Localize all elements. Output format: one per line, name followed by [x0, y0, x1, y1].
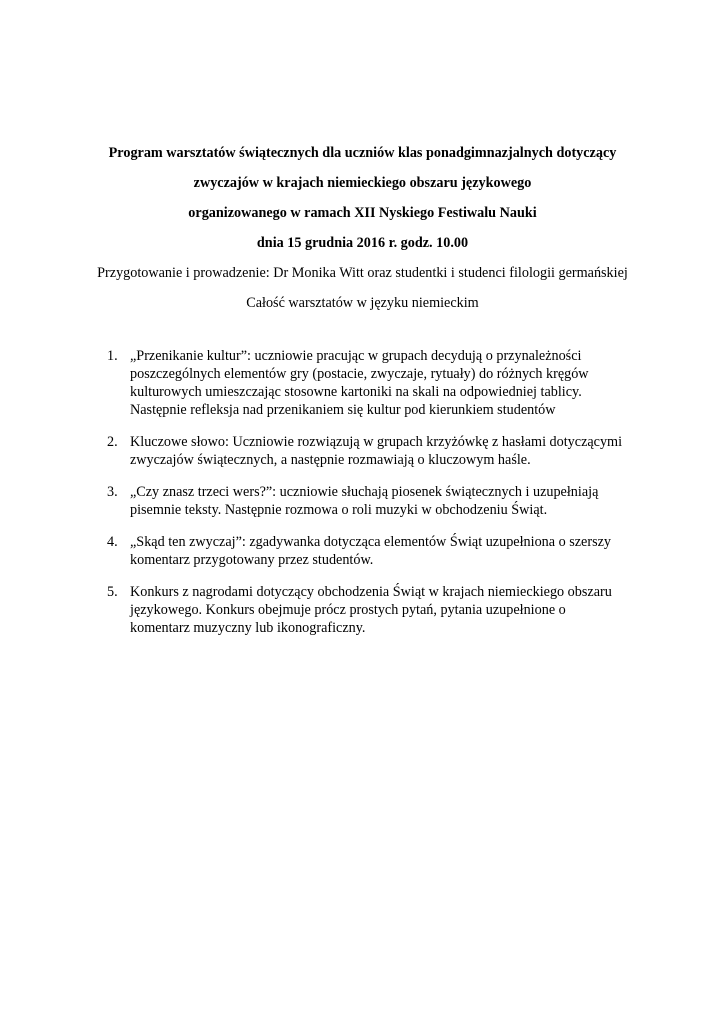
- language-note: Całość warsztatów w języku niemieckim: [246, 295, 479, 311]
- item-text-line: pisemnie teksty. Następnie rozmowa o roli muzyki w obchodzeniu Świąt.: [130, 502, 548, 518]
- item-text-line: „Czy znasz trzeci wers?”: uczniowie słuchają piosenek świątecznych i uzupełniają: [130, 484, 599, 500]
- list-item: [96, 347, 656, 419]
- organizers-line: Przygotowanie i prowadzenie: Dr Monika Witt oraz studentki i studenci filologii germańskiej: [97, 265, 628, 281]
- item-text-line: komentarz przygotowany przez studentów.: [130, 552, 374, 568]
- item-number: 2.: [107, 434, 118, 450]
- title-line-3: organizowanego w ramach XII Nyskiego Festiwalu Nauki: [188, 205, 537, 221]
- list-item: [96, 483, 656, 519]
- item-number: 4.: [107, 534, 118, 550]
- item-text-line: kulturowych umieszczając stosowne kartoniki na skali na odpowiedniej tablicy.: [130, 384, 582, 400]
- item-text-line: poszczególnych elementów gry (postacie, zwyczaje, rytuały) do różnych kręgów: [130, 366, 589, 382]
- item-text-line: Konkurs z nagrodami dotyczący obchodzenia Świąt w krajach niemieckiego obszaru: [130, 584, 612, 600]
- list-item: [96, 533, 656, 569]
- item-text-line: zwyczajów świątecznych, a następnie rozmawiają o kluczowym haśle.: [130, 452, 531, 468]
- item-text-line: Następnie refleksja nad przenikaniem się kultur pod kierunkiem studentów: [130, 402, 556, 418]
- item-text-line: komentarz muzyczny lub ikonograficzny.: [130, 620, 366, 636]
- item-number: 1.: [107, 348, 118, 364]
- document-header: [60, 143, 665, 313]
- item-number: 3.: [107, 484, 118, 500]
- item-text-line: „Przenikanie kultur”: uczniowie pracując w grupach decydują o przynależności: [130, 348, 582, 364]
- title-line-1: Program warsztatów świątecznych dla uczniów klas ponadgimnazjalnych dotyczący: [108, 145, 617, 161]
- title-line-4: dnia 15 grudnia 2016 r. godz. 10.00: [256, 235, 469, 251]
- item-text-line: „Skąd ten zwyczaj”: zgadywanka dotycząca elementów Świąt uzupełniona o szerszy: [130, 534, 611, 550]
- item-text-line: językowego. Konkurs obejmuje prócz prostych pytań, pytania uzupełnione o: [130, 602, 566, 618]
- item-number: 5.: [107, 584, 118, 600]
- list-item: [96, 583, 656, 637]
- title-line-2: zwyczajów w krajach niemieckiego obszaru językowego: [193, 175, 532, 191]
- item-text-line: Kluczowe słowo: Uczniowie rozwiązują w grupach krzyżówkę z hasłami dotyczącymi: [130, 434, 623, 450]
- list-item: [96, 433, 656, 469]
- workshop-program-list: [96, 347, 656, 651]
